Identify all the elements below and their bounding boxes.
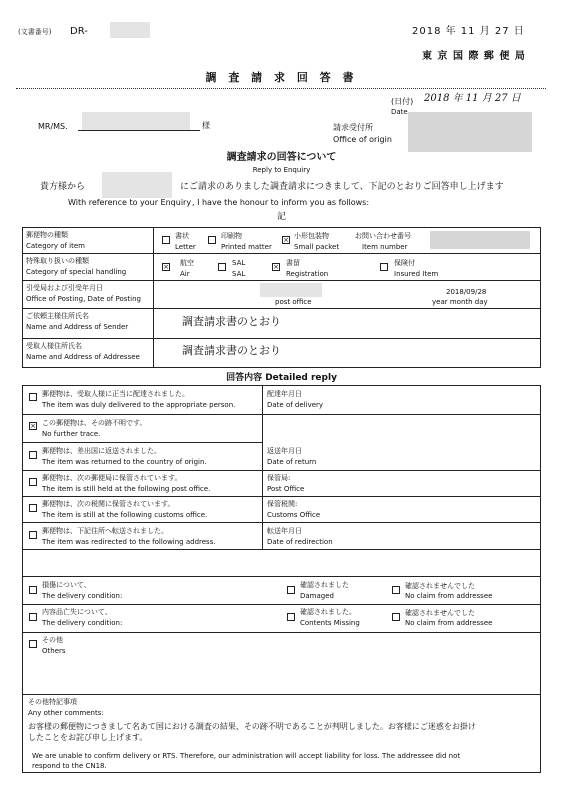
ymd-label: year month day (432, 298, 488, 306)
registration-jp: 書留 (286, 259, 300, 267)
redacted-item-number (430, 231, 530, 249)
missing-en: The delivery condition: (42, 619, 123, 627)
item-number-jp: お問い合わせ番号 (355, 232, 411, 240)
reply-held-post-right-jp: 保管局: (267, 474, 291, 482)
mrms-label: MR/MS. (38, 122, 68, 131)
category-jp: 郵便物の種類 (26, 231, 68, 239)
reply-no-trace-en: No further trace. (42, 430, 101, 438)
item-table-divider (153, 227, 154, 368)
reply-held-post-right-en: Post Office (267, 485, 305, 493)
damaged-jp: 損傷について、 (42, 581, 91, 589)
others-checkbox[interactable] (29, 640, 37, 648)
date-label-en: Date (391, 108, 408, 116)
reply-delivered-right-en: Date of delivery (267, 401, 324, 409)
reply-customs-right-en: Customs Office (267, 511, 321, 519)
reply-delivered-right-jp: 配達年月日 (267, 390, 302, 398)
special-handling-en: Category of special handling (26, 268, 127, 276)
printed-jp: 印刷物 (221, 232, 242, 240)
comments-jp-line1: お客様の郵便物につきまして名あて国における調査の結果、その跡不明であることが判明しました。お客様にご迷惑をお掛け (28, 722, 476, 731)
item-number-en: Item number (362, 243, 408, 251)
damaged-checkbox[interactable] (29, 586, 37, 594)
damaged-noclaim-jp: 確認されませんでした (405, 582, 475, 590)
reply-delivered-en: The item was duly delivered to the appropriate person. (42, 401, 236, 409)
reply-held-post-jp: 郵便物は、次の郵便局に保管されています。 (42, 474, 182, 482)
reply-redirected-checkbox[interactable] (29, 531, 37, 539)
comments-label-jp: その他特記事項 (28, 698, 77, 706)
category-en: Category of item (26, 242, 85, 250)
missing-confirmed-checkbox[interactable] (287, 613, 295, 621)
letter-checkbox[interactable] (162, 236, 170, 244)
missing-noclaim-en: No claim from addressee (405, 619, 493, 627)
honorific: 様 (202, 121, 210, 130)
registration-checkbox[interactable]: × (273, 263, 279, 271)
sal-checkbox[interactable] (218, 263, 226, 271)
intro-en-a: With reference to your Enquiry (68, 198, 192, 207)
name-underline (78, 130, 200, 131)
reply-row-line (22, 470, 541, 471)
insured-checkbox[interactable] (380, 263, 388, 271)
air-en: Air (180, 270, 190, 278)
redacted-enquiry-date (102, 172, 172, 198)
redacted-post-office (260, 283, 322, 297)
row-line (22, 308, 541, 309)
missing-checkbox[interactable] (29, 613, 37, 621)
ki-mark: 記 (276, 212, 286, 222)
date-label: (日付) (391, 97, 414, 106)
reply-delivered-checkbox[interactable] (29, 393, 37, 401)
reply-row-line (22, 414, 541, 415)
reply-row-line (22, 496, 541, 497)
row-line (22, 280, 541, 281)
issuing-office: 東 京 国 際 郵 便 局 (422, 51, 526, 62)
comments-en-line1: We are unable to confirm delivery or RTS. Therefore, our administration will accept liability for loss. The addressee did not (32, 752, 461, 760)
posting-jp: 引受局および引受年月日 (26, 284, 103, 292)
title-divider (16, 88, 546, 89)
reply-no-trace-checkbox[interactable]: × (30, 422, 36, 430)
reply-row-line (22, 576, 541, 577)
reply-held-post-checkbox[interactable] (29, 478, 37, 486)
registration-en: Registration (286, 270, 329, 278)
air-checkbox[interactable]: × (163, 263, 169, 271)
redacted-office-of-origin (408, 112, 532, 152)
small-packet-checkbox[interactable]: × (283, 236, 289, 244)
special-handling-jp: 特殊取り扱いの種類 (26, 257, 89, 265)
sender-value: 調査請求書のとおり (182, 315, 281, 328)
reply-row-line (22, 604, 541, 605)
comments-en-line2: respond to the CN18. (32, 762, 107, 770)
printed-en: Printed matter (221, 243, 272, 251)
redacted-recipient-name (82, 112, 190, 130)
addressee-value: 調査請求書のとおり (182, 344, 281, 357)
damaged-confirmed-checkbox[interactable] (287, 586, 295, 594)
sal-en: SAL (232, 270, 246, 278)
small-packet-jp: 小形包装物 (294, 232, 329, 240)
sal-jp: SAL (232, 259, 246, 267)
addressee-en: Name and Address of Addressee (26, 353, 140, 361)
missing-noclaim-checkbox[interactable] (392, 613, 400, 621)
comments-label-en: Any other comments: (28, 709, 104, 717)
insured-jp: 保険付 (394, 259, 415, 267)
missing-confirmed-jp: 確認されました。 (300, 608, 356, 616)
damaged-noclaim-en: No claim from addressee (405, 592, 493, 600)
comments-jp-line2: したことをお詫び申し上げます。 (28, 733, 148, 742)
damaged-en: The delivery condition: (42, 592, 123, 600)
letter-jp: 書状 (175, 232, 189, 240)
sender-en: Name and Address of Sender (26, 323, 129, 331)
posting-date: 2018/09/28 (446, 288, 487, 296)
doc-number-prefix: DR- (70, 26, 88, 37)
reply-heading-en: Reply to Enquiry (252, 166, 311, 174)
post-office-label: post office (275, 298, 312, 306)
row-line (22, 253, 541, 254)
intro-en-b: , I have the honour to inform you as follows: (192, 198, 370, 207)
reply-customs-right-jp: 保管税関: (267, 500, 298, 508)
printed-checkbox[interactable] (208, 236, 216, 244)
sender-jp: ご依頼主様住所氏名 (26, 312, 89, 320)
letter-en: Letter (175, 243, 196, 251)
damaged-confirmed-jp: 確認されました (300, 581, 349, 589)
missing-jp: 内容品亡失について、 (42, 608, 112, 616)
reply-customs-checkbox[interactable] (29, 504, 37, 512)
air-jp: 航空 (180, 259, 194, 267)
reply-row-line (22, 442, 262, 443)
reply-row-line (22, 632, 541, 633)
missing-confirmed-en: Contents Missing (300, 619, 360, 627)
reply-customs-jp: 郵便物は、次の税関に保管されています。 (42, 500, 175, 508)
reply-returned-jp: 郵便物は、差出国に返送されました。 (42, 447, 161, 455)
reply-redirected-right-en: Date of redirection (267, 538, 333, 546)
reply-customs-en: The item is still at the following customs office. (42, 511, 208, 519)
issue-date: 2018 年 11 月 27 日 (412, 26, 525, 37)
handwritten-date: 2018 年 11 月 27 日 (424, 93, 521, 104)
reply-divider (262, 385, 263, 549)
reply-returned-right-jp: 返送年月日 (267, 447, 302, 455)
damaged-noclaim-checkbox[interactable] (392, 586, 400, 594)
detailed-reply-heading: 回答内容 Detailed reply (226, 373, 337, 383)
reply-no-trace-jp: この郵便物は、その跡不明です。 (42, 419, 147, 427)
reply-returned-en: The item was returned to the country of origin. (42, 458, 207, 466)
redacted-doc-number (110, 22, 150, 38)
others-jp: その他 (42, 636, 63, 644)
reply-returned-checkbox[interactable] (29, 451, 37, 459)
reply-row-line (22, 522, 541, 523)
reply-row-line (22, 549, 541, 550)
addressee-jp: 受取人様住所氏名 (26, 342, 82, 350)
office-origin-en: Office of origin (333, 135, 392, 144)
reply-redirected-jp: 郵便物は、下記住所へ転送されました。 (42, 527, 168, 535)
missing-noclaim-jp: 確認されませんでした (405, 609, 475, 617)
doc-number-label: (文書番号) (18, 28, 52, 36)
office-origin-jp: 請求受付所 (333, 123, 373, 132)
insured-en: Insured Item (394, 270, 439, 278)
intro-jp-b: にご請求のありました調査請求につきまして、下記のとおりご回答申し上げます (180, 182, 504, 192)
row-line (22, 338, 541, 339)
reply-redirected-en: The item was redirected to the following address. (42, 538, 216, 546)
others-en: Others (42, 647, 66, 655)
damaged-confirmed-en: Damaged (300, 592, 334, 600)
reply-delivered-jp: 郵便物は、受取人様に正当に配達されました。 (42, 390, 189, 398)
reply-row-line (22, 694, 541, 695)
document-title: 調 査 請 求 回 答 書 (205, 71, 358, 84)
intro-jp-a: 貴方様から (40, 182, 86, 192)
posting-en: Office of Posting, Date of Posting (26, 295, 141, 303)
reply-held-post-en: The item is still held at the following post office. (42, 485, 211, 493)
reply-heading: 調査請求の回答について (226, 152, 337, 163)
small-packet-en: Small packet (294, 243, 340, 251)
reply-returned-right-en: Date of return (267, 458, 317, 466)
reply-redirected-right-jp: 転送年月日 (267, 527, 302, 535)
